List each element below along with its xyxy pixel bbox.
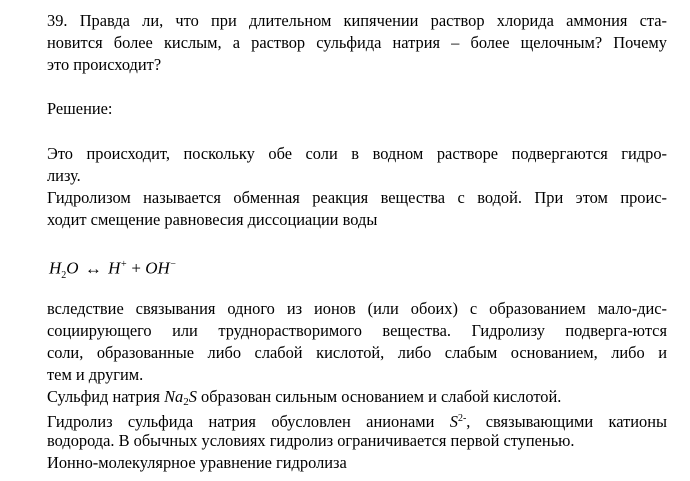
question-text [47, 10, 667, 76]
paragraph2-line-1: вследствие связывания одного из ионов (или обоих) с образованием мало-дис- [47, 299, 667, 318]
formula-oh-anion: OH [145, 258, 170, 278]
paragraph3-line-2: Ионно-молекулярное уравнение гидролиза [47, 453, 347, 472]
question-line-2: новится более кислым, а раствор сульфида натрия – более щелочным? Почему [47, 33, 667, 52]
paragraph1-line-1: Это происходит, поскольку обе соли в водном растворе подвергаются гидро- [47, 144, 667, 163]
sulfide-after: образован сильным основанием и слабой кислотой. [196, 387, 562, 406]
formula-h-cation: H [108, 258, 121, 278]
hydrolysis-s: S [449, 412, 458, 431]
equilibrium-arrow: ↔ [84, 258, 102, 278]
paragraph-hydrolysis-intro [47, 143, 667, 231]
formula-plus: + [131, 258, 141, 278]
question-line-3: это происходит? [47, 55, 162, 74]
hydrolysis-before: Гидролиз сульфида натрия обусловлен анионами [47, 412, 450, 431]
formula-oh-charge: − [169, 259, 177, 270]
hydrolysis-after: , связывающими катионы [466, 412, 667, 431]
paragraph3-line-1: водорода. В обычных условиях гидролиз ограничивается первой ступенью. [47, 431, 575, 450]
hydrolysis-s-charge: 2- [457, 413, 467, 424]
hydrolysis-line [47, 408, 667, 430]
solution-label: Решение: [47, 99, 113, 118]
water-dissociation-formula [49, 254, 177, 287]
paragraph2-line-2: социирующего или труднорастворимого вещества. Гидролизу подверга-ются [47, 321, 667, 340]
sulfide-na-subscript: 2 [183, 396, 189, 408]
question-line-1: 39. Правда ли, что при длительном кипячении раствор хлорида аммония ста- [47, 11, 667, 30]
sulfide-s: S [188, 387, 197, 406]
paragraph1-line-3: Гидролизом называется обменная реакция вещества с водой. При этом проис- [47, 188, 667, 207]
paragraph1-line-4: ходит смещение равновесия диссоциации воды [47, 210, 378, 229]
paragraph-dissociation [47, 298, 667, 474]
formula-o: O [66, 258, 79, 278]
sulfide-before: Сульфид натрия [47, 387, 165, 406]
paragraph2-line-4: тем и другим. [47, 365, 144, 384]
formula-h: H [49, 258, 62, 278]
formula-h-charge: + [120, 259, 128, 270]
paragraph2-line-3: соли, образованные либо слабой кислотой, либо слабым основанием, либо и [47, 343, 667, 362]
solution-heading [47, 98, 667, 120]
formula-h-subscript: 2 [61, 270, 67, 282]
sulfide-line [47, 386, 667, 408]
sulfide-na: Na [164, 387, 184, 406]
paragraph1-line-2: лизу. [47, 166, 81, 185]
